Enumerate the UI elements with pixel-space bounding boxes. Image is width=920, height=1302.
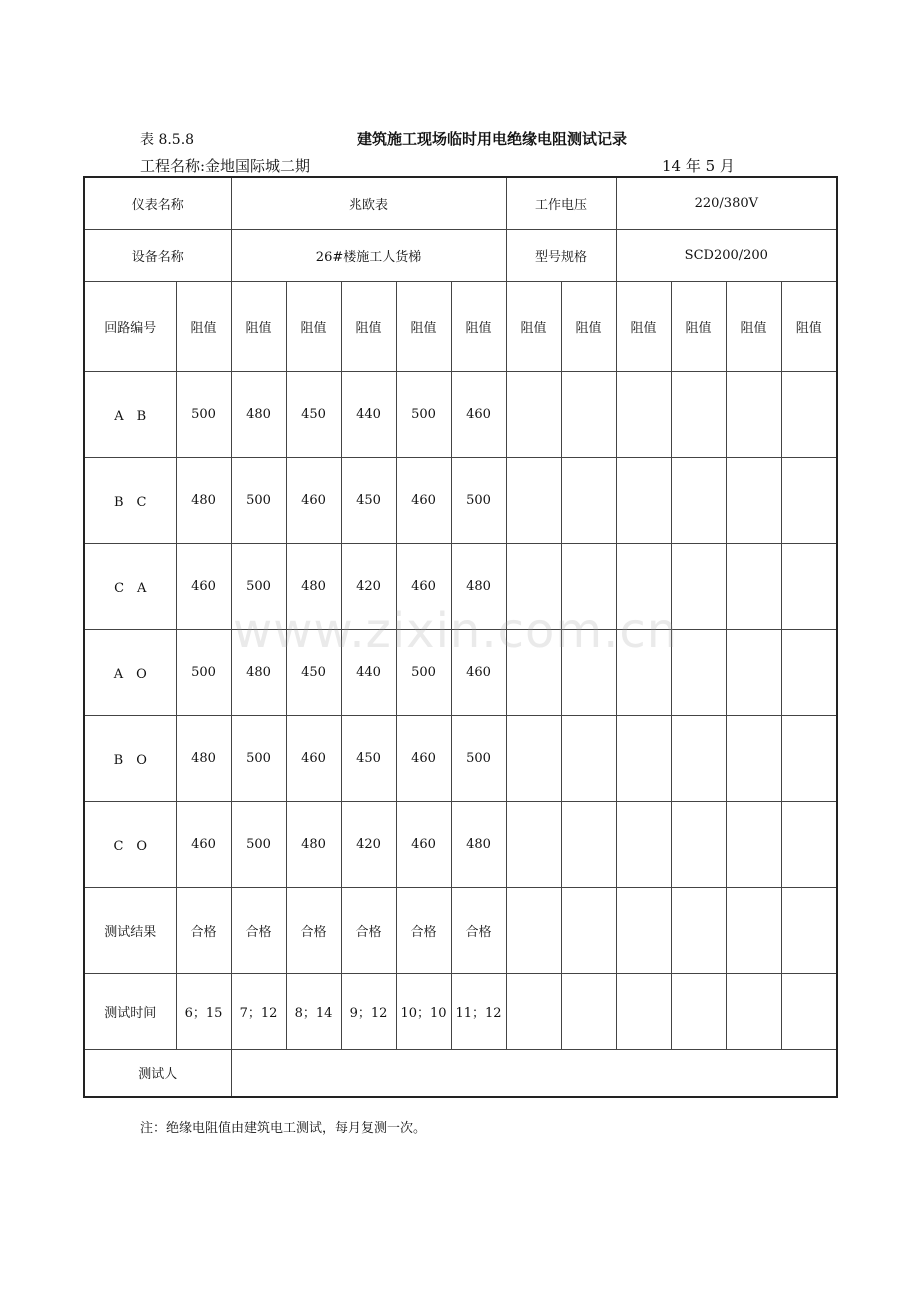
test-time-value: 7；12 [231, 973, 286, 1049]
instrument-label: 仪表名称 [84, 177, 231, 229]
test-time-value: 11；12 [451, 973, 506, 1049]
resistance-value: 500 [176, 371, 231, 457]
circuit-row [84, 801, 837, 887]
test-result-value: 合格 [451, 887, 506, 973]
resistance-value [726, 371, 781, 457]
resistance-value: 420 [341, 801, 396, 887]
resistance-value: 460 [396, 801, 451, 887]
resistance-value: 480 [231, 371, 286, 457]
resistance-header: 阻值 [176, 281, 231, 371]
device-row [84, 229, 837, 281]
test-time-value: 10；10 [396, 973, 451, 1049]
resistance-value: 460 [396, 543, 451, 629]
resistance-value [616, 715, 671, 801]
resistance-value [726, 801, 781, 887]
document-title: 建筑施工现场临时用电绝缘电阻测试记录 [357, 130, 628, 148]
test-time-value: 8；14 [286, 973, 341, 1049]
resistance-value: 500 [231, 457, 286, 543]
resistance-value [561, 457, 616, 543]
test-result-value [506, 887, 561, 973]
resistance-value: 460 [396, 715, 451, 801]
resistance-header: 阻值 [726, 281, 781, 371]
circuit-row [84, 371, 837, 457]
tester-label: 测试人 [84, 1049, 231, 1097]
watermark: www.zixin.com.cn [233, 603, 679, 659]
resistance-value: 460 [451, 371, 506, 457]
resistance-value: 450 [341, 715, 396, 801]
resistance-value [506, 457, 561, 543]
test-result-value: 合格 [341, 887, 396, 973]
resistance-header: 阻值 [396, 281, 451, 371]
resistance-value [781, 371, 837, 457]
test-time-value [561, 973, 616, 1049]
resistance-value: 500 [231, 543, 286, 629]
resistance-value [671, 629, 726, 715]
resistance-value: 500 [176, 629, 231, 715]
instrument-row [84, 177, 837, 229]
circuit-label: C A [84, 543, 176, 629]
resistance-value: 480 [451, 801, 506, 887]
resistance-header: 阻值 [341, 281, 396, 371]
device-label: 设备名称 [84, 229, 231, 281]
resistance-value: 480 [231, 629, 286, 715]
test-time-value [781, 973, 837, 1049]
resistance-value [781, 801, 837, 887]
resistance-value: 460 [286, 715, 341, 801]
test-result-value [616, 887, 671, 973]
resistance-value [726, 543, 781, 629]
voltage-label: 工作电压 [506, 177, 616, 229]
resistance-value: 450 [286, 371, 341, 457]
resistance-value: 500 [396, 371, 451, 457]
test-time-value [616, 973, 671, 1049]
resistance-value: 460 [176, 801, 231, 887]
resistance-header: 阻值 [671, 281, 726, 371]
footnote: 注：绝缘电阻值由建筑电工测试，每月复测一次。 [140, 1121, 427, 1136]
resistance-header: 阻值 [231, 281, 286, 371]
resistance-value: 440 [341, 371, 396, 457]
circuit-row [84, 457, 837, 543]
resistance-value: 500 [396, 629, 451, 715]
resistance-value: 500 [451, 457, 506, 543]
test-result-value [671, 887, 726, 973]
resistance-value: 460 [396, 457, 451, 543]
test-time-value [671, 973, 726, 1049]
test-result-value [781, 887, 837, 973]
test-time-value [726, 973, 781, 1049]
test-result-value: 合格 [231, 887, 286, 973]
test-time-label: 测试时间 [84, 973, 176, 1049]
resistance-header: 阻值 [506, 281, 561, 371]
resistance-header: 阻值 [451, 281, 506, 371]
resistance-value: 480 [286, 801, 341, 887]
resistance-value [726, 715, 781, 801]
resistance-value: 450 [286, 629, 341, 715]
resistance-value: 460 [451, 629, 506, 715]
resistance-value [781, 457, 837, 543]
resistance-header: 阻值 [561, 281, 616, 371]
resistance-value: 480 [176, 457, 231, 543]
resistance-value [561, 715, 616, 801]
test-time-value: 9；12 [341, 973, 396, 1049]
resistance-value [616, 371, 671, 457]
resistance-value [671, 715, 726, 801]
test-result-value [726, 887, 781, 973]
test-result-value: 合格 [286, 887, 341, 973]
resistance-header: 阻值 [286, 281, 341, 371]
resistance-value [506, 801, 561, 887]
resistance-value: 480 [286, 543, 341, 629]
resistance-value: 500 [231, 715, 286, 801]
test-time-row [84, 973, 837, 1049]
tester-row [84, 1049, 837, 1097]
circuit-row [84, 715, 837, 801]
resistance-value [671, 801, 726, 887]
test-result-value [561, 887, 616, 973]
resistance-value: 440 [341, 629, 396, 715]
resistance-value: 500 [451, 715, 506, 801]
resistance-value: 450 [341, 457, 396, 543]
resistance-value: 460 [176, 543, 231, 629]
table-number: 表 8.5.8 [140, 132, 195, 148]
resistance-header: 阻值 [616, 281, 671, 371]
record-date: 14 年 5 月 [662, 157, 735, 175]
resistance-value [781, 543, 837, 629]
test-result-value: 合格 [396, 887, 451, 973]
circuit-number-header: 回路编号 [84, 281, 176, 371]
test-result-row [84, 887, 837, 973]
resistance-value [506, 371, 561, 457]
instrument-value: 兆欧表 [231, 177, 506, 229]
model-value: SCD200/200 [616, 229, 837, 281]
resistance-value: 500 [231, 801, 286, 887]
project-name: 工程名称:金地国际城二期 [140, 157, 311, 175]
device-value: 26#楼施工人货梯 [231, 229, 506, 281]
test-time-value [506, 973, 561, 1049]
circuit-label: B C [84, 457, 176, 543]
circuit-label: A O [84, 629, 176, 715]
resistance-value [616, 801, 671, 887]
test-result-label: 测试结果 [84, 887, 176, 973]
resistance-value [561, 371, 616, 457]
voltage-value: 220/380V [616, 177, 837, 229]
resistance-value [781, 629, 837, 715]
resistance-value: 460 [286, 457, 341, 543]
column-header-row [84, 281, 837, 371]
resistance-value: 420 [341, 543, 396, 629]
resistance-value [506, 715, 561, 801]
circuit-label: A B [84, 371, 176, 457]
resistance-value [671, 543, 726, 629]
circuit-label: B O [84, 715, 176, 801]
resistance-value [781, 715, 837, 801]
tester-value [231, 1049, 837, 1097]
resistance-value [561, 801, 616, 887]
resistance-value [671, 457, 726, 543]
resistance-value [616, 457, 671, 543]
resistance-header: 阻值 [781, 281, 837, 371]
resistance-value [726, 457, 781, 543]
resistance-value [671, 371, 726, 457]
resistance-value [726, 629, 781, 715]
test-time-value: 6；15 [176, 973, 231, 1049]
model-label: 型号规格 [506, 229, 616, 281]
resistance-value: 480 [176, 715, 231, 801]
test-result-value: 合格 [176, 887, 231, 973]
circuit-label: C O [84, 801, 176, 887]
resistance-value: 480 [451, 543, 506, 629]
